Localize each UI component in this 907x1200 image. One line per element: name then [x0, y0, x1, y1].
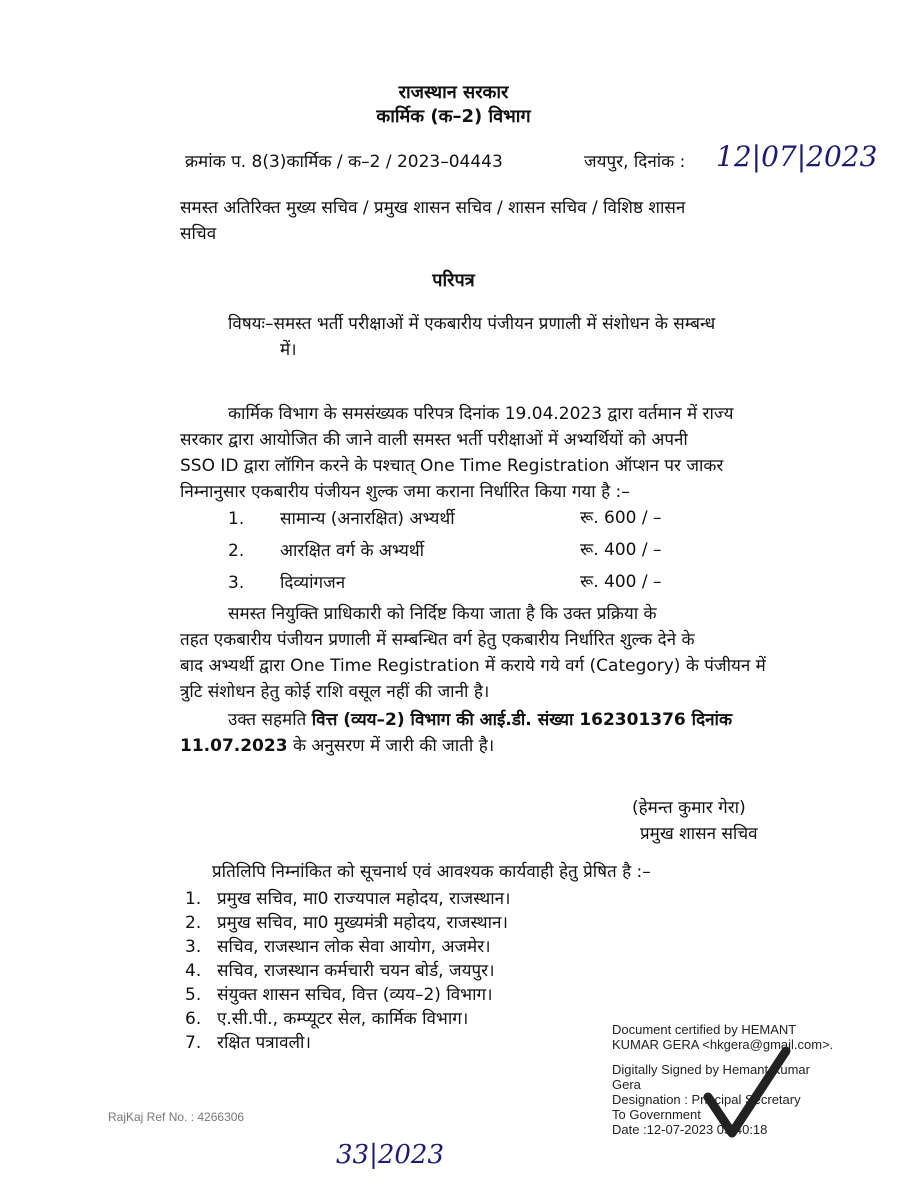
fee-label: आरक्षित वर्ग के अभ्यर्थी — [280, 541, 425, 561]
para1-line-2: सरकार द्वारा आयोजित की जाने वाली समस्त भर्ती परीक्षाओं में अभ्यर्थियों को अपनी — [180, 430, 688, 450]
para2-line-2: तहत एकबारीय पंजीयन प्रणाली में सम्बन्धित वर्ग हेतु एकबारीय निर्धारित शुल्क देने के — [180, 630, 695, 650]
handwritten-footer-number: 33|2023 — [336, 1140, 445, 1170]
sig-signed-line: Gera — [612, 1077, 641, 1092]
para2-line-3: बाद अभ्यर्थी द्वारा One Time Registration में कराये गये वर्ग (Category) के पंजीयन में — [180, 656, 766, 676]
addressee-line-2: सचिव — [180, 224, 217, 244]
fee-row-1 — [228, 506, 455, 529]
list-item: 3. सचिव, राजस्थान लोक सेवा आयोग, अजमेर। — [185, 937, 491, 957]
circular-title: परिपत्र — [432, 270, 475, 291]
sig-certified-line: Document certified by HEMANT — [612, 1022, 797, 1037]
fee-amount-1: रू. 600 / – — [580, 508, 662, 528]
para3-suffix: के अनुसरण में जारी की जाती है। — [287, 736, 495, 756]
fee-num: 3. — [228, 573, 245, 593]
sig-date-line: Date :12-07-2023 05:40:18 — [612, 1122, 768, 1137]
sig-certified-line: KUMAR GERA <hkgera@gmail.com>. — [612, 1037, 834, 1052]
para1-line-3: SSO ID द्वारा लॉगिन करने के पश्चात् One Time Registration ऑप्शन पर जाकर — [180, 456, 724, 476]
dept-heading: कार्मिक (क–2) विभाग — [376, 106, 531, 127]
list-item: 6. ए.सी.पी., कम्प्यूटर सेल, कार्मिक विभाग। — [185, 1009, 469, 1029]
para3-prefix: उक्त सहमति — [228, 710, 312, 730]
para1-line-4: निम्नानुसार एकबारीय पंजीयन शुल्क जमा कराना निर्धारित किया गया है :– — [180, 482, 630, 502]
sig-designation-line: Designation : Principal Secretary — [612, 1092, 801, 1107]
para3-line-2 — [180, 734, 494, 758]
list-item: 1. प्रमुख सचिव, मा0 राज्यपाल महोदय, राजस्थान। — [185, 889, 511, 909]
list-item: 7. रक्षित पत्रावली। — [185, 1033, 311, 1053]
place-date-label: जयपुर, दिनांक : — [584, 152, 686, 172]
sig-signed-line: Digitally Signed by Hemant Kumar — [612, 1062, 810, 1077]
fee-num: 2. — [228, 541, 245, 561]
signatory-designation: प्रमुख शासन सचिव — [640, 824, 758, 844]
list-item: 5. संयुक्त शासन सचिव, वित्त (व्यय–2) विभाग। — [185, 985, 493, 1005]
rajkaj-reference: RajKaj Ref No. : 4266306 — [108, 1110, 245, 1124]
subject-line-1: विषयः–समस्त भर्ती परीक्षाओं में एकबारीय पंजीयन प्रणाली में संशोधन के सम्बन्ध — [228, 314, 716, 334]
fee-row-3 — [228, 570, 345, 593]
govt-heading: राजस्थान सरकार — [398, 82, 509, 103]
fee-amount-2: रू. 400 / – — [580, 540, 662, 560]
para2-line-1: समस्त नियुक्ति प्राधिकारी को निर्दिष्ट किया जाता है कि उक्त प्रक्रिया के — [228, 604, 657, 624]
fee-num: 1. — [228, 509, 245, 529]
finance-date: 11.07.2023 — [180, 736, 288, 756]
fee-row-2 — [228, 538, 424, 561]
reference-number: क्रमांक प. 8(3)कार्मिक / क–2 / 2023–04443 — [185, 152, 503, 172]
fee-label: सामान्य (अनारक्षित) अभ्यर्थी — [280, 509, 455, 529]
fee-amount-3: रू. 400 / – — [580, 572, 662, 592]
check-mark-stroke — [708, 1051, 786, 1133]
subject-line-2: में। — [280, 340, 297, 360]
check-mark-icon — [702, 1045, 792, 1145]
list-item: 2. प्रमुख सचिव, मा0 मुख्यमंत्री महोदय, राजस्थान। — [185, 913, 508, 933]
addressee-line-1: समस्त अतिरिक्त मुख्य सचिव / प्रमुख शासन सचिव / शासन सचिव / विशिष्ठ शासन — [180, 198, 686, 218]
fee-label: दिव्यांगजन — [280, 573, 346, 593]
para1-line-1: कार्मिक विभाग के समसंख्यक परिपत्र दिनांक 19.04.2023 द्वारा वर्तमान में राज्य — [228, 404, 734, 424]
list-item: 4. सचिव, राजस्थान कर्मचारी चयन बोर्ड, जयपुर। — [185, 961, 495, 981]
para2-line-4: त्रुटि संशोधन हेतु कोई राशि वसूल नहीं की जानी है। — [180, 682, 490, 702]
handwritten-date: 12|07|2023 — [716, 140, 878, 173]
signatory-name: (हेमन्त कुमार गेरा) — [632, 798, 746, 818]
sig-designation-line: To Government — [612, 1107, 701, 1122]
finance-reference: वित्त (व्यय–2) विभाग की आई.डी. संख्या 162301376 दिनांक — [311, 710, 733, 730]
cc-intro: प्रतिलिपि निम्नांकित को सूचनार्थ एवं आवश्यक कार्यवाही हेतु प्रेषित है :– — [212, 862, 651, 882]
para3-line-1 — [228, 708, 732, 732]
